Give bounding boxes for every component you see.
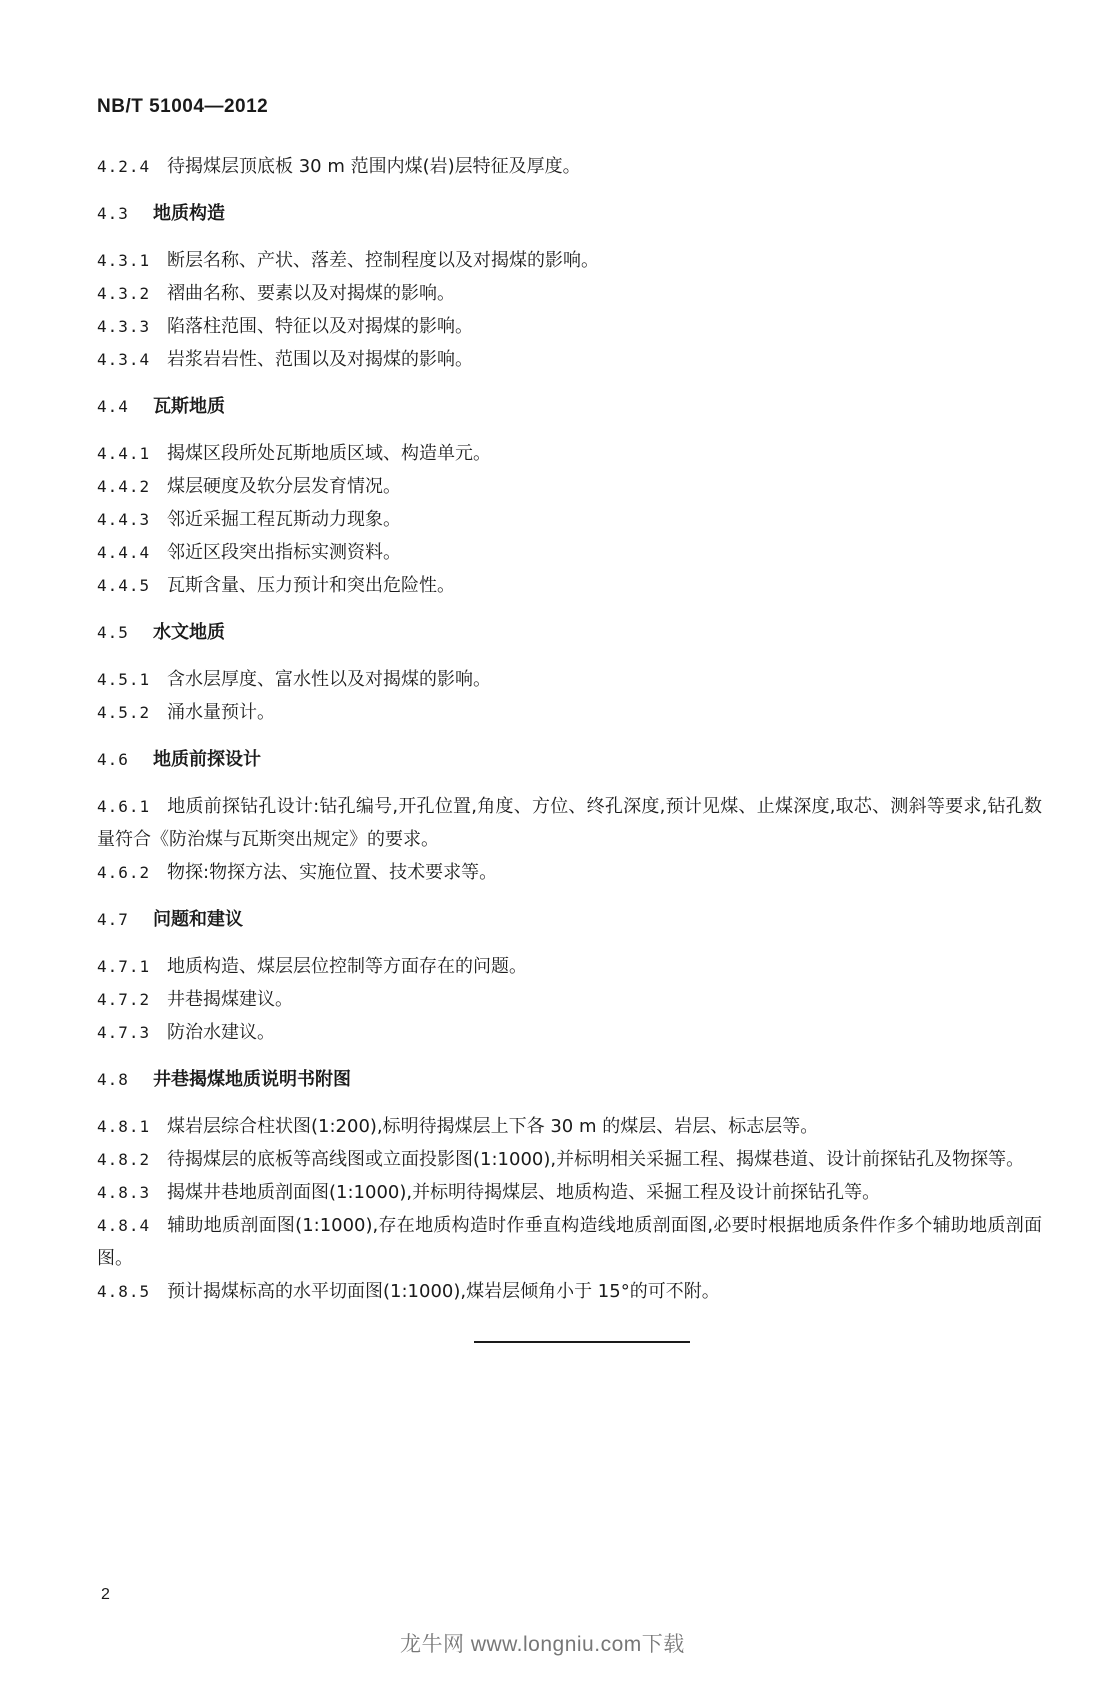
clause-number: 4.8.5	[97, 1282, 151, 1301]
clause-4-3-2	[97, 277, 1042, 310]
clause-text: 瓦斯含量、压力预计和突出危险性。	[167, 575, 455, 596]
clause-text: 煤岩层综合柱状图(1:200),标明待揭煤层上下各 30 m 的煤层、岩层、标志层等。	[167, 1116, 819, 1137]
document-code: NB/T 51004—2012	[97, 96, 269, 117]
clause-4-3-4	[97, 343, 1042, 376]
clause-number: 4.2.4	[97, 157, 151, 176]
section-heading-4-3	[97, 197, 1042, 230]
clause-text: 岩浆岩岩性、范围以及对揭煤的影响。	[167, 349, 473, 370]
section-number: 4.8	[97, 1070, 129, 1089]
section-title: 问题和建议	[153, 909, 243, 930]
section-number: 4.3	[97, 204, 129, 223]
clause-4-4-3	[97, 503, 1042, 536]
clause-text: 防治水建议。	[167, 1022, 275, 1043]
clause-4-4-2	[97, 470, 1042, 503]
document-body	[97, 150, 1042, 1308]
end-rule	[474, 1341, 690, 1343]
section-title: 瓦斯地质	[153, 396, 225, 417]
clause-number: 4.5.1	[97, 670, 151, 689]
watermark: 龙牛网 www.longniu.com下载	[400, 1633, 685, 1656]
clause-text: 揭煤井巷地质剖面图(1:1000),并标明待揭煤层、地质构造、采掘工程及设计前探钻孔等。	[167, 1182, 881, 1203]
section-heading-4-7	[97, 903, 1042, 936]
clause-number: 4.6.1	[97, 797, 151, 816]
clause-number: 4.4.4	[97, 543, 151, 562]
clause-number: 4.7.2	[97, 990, 151, 1009]
clause-4-4-1	[97, 437, 1042, 470]
section-number: 4.7	[97, 910, 129, 929]
clause-number: 4.3.4	[97, 350, 151, 369]
clause-text: 涌水量预计。	[167, 702, 275, 723]
clause-4-8-2	[97, 1143, 1042, 1176]
section-number: 4.4	[97, 397, 129, 416]
clause-4-8-3	[97, 1176, 1042, 1209]
clause-text: 待揭煤层顶底板 30 m 范围内煤(岩)层特征及厚度。	[167, 156, 581, 177]
clause-number: 4.3.3	[97, 317, 151, 336]
clause-text: 煤层硬度及软分层发育情况。	[167, 476, 401, 497]
clause-text: 含水层厚度、富水性以及对揭煤的影响。	[167, 669, 491, 690]
clause-text: 物探:物探方法、实施位置、技术要求等。	[167, 862, 498, 883]
section-number: 4.6	[97, 750, 129, 769]
clause-4-8-1	[97, 1110, 1042, 1143]
clause-number: 4.8.3	[97, 1183, 151, 1202]
clause-4-7-1	[97, 950, 1042, 983]
clause-number: 4.8.2	[97, 1150, 151, 1169]
section-title: 水文地质	[153, 622, 225, 643]
clause-text: 辅助地质剖面图(1:1000),存在地质构造时作垂直构造线地质剖面图,必要时根据地质条件作多个辅助地质剖面图。	[97, 1215, 1042, 1269]
clause-text: 待揭煤层的底板等高线图或立面投影图(1:1000),并标明相关采掘工程、揭煤巷道、设计前探钻孔及物探等。	[167, 1149, 1025, 1170]
clause-text: 地质构造、煤层层位控制等方面存在的问题。	[167, 956, 527, 977]
clause-number: 4.5.2	[97, 703, 151, 722]
clause-4-7-3	[97, 1016, 1042, 1049]
clause-4-5-1	[97, 663, 1042, 696]
clause-number: 4.8.4	[97, 1216, 151, 1235]
section-heading-4-4	[97, 390, 1042, 423]
clause-4-2-4	[97, 150, 1042, 183]
clause-number: 4.4.2	[97, 477, 151, 496]
clause-text: 井巷揭煤建议。	[167, 989, 293, 1010]
clause-text: 邻近采掘工程瓦斯动力现象。	[167, 509, 401, 530]
clause-number: 4.8.1	[97, 1117, 151, 1136]
clause-text: 陷落柱范围、特征以及对揭煤的影响。	[167, 316, 473, 337]
clause-4-8-4	[97, 1209, 1042, 1275]
clause-4-6-1	[97, 790, 1042, 856]
clause-number: 4.4.3	[97, 510, 151, 529]
clause-number: 4.7.1	[97, 957, 151, 976]
clause-4-5-2	[97, 696, 1042, 729]
clause-number: 4.6.2	[97, 863, 151, 882]
clause-text: 地质前探钻孔设计:钻孔编号,开孔位置,角度、方位、终孔深度,预计见煤、止煤深度,取芯、测斜等要求,钻孔数量符合《防治煤与瓦斯突出规定》的要求。	[97, 796, 1042, 850]
clause-4-4-4	[97, 536, 1042, 569]
section-title: 地质构造	[153, 203, 225, 224]
clause-text: 断层名称、产状、落差、控制程度以及对揭煤的影响。	[167, 250, 599, 271]
clause-4-6-2	[97, 856, 1042, 889]
clause-text: 预计揭煤标高的水平切面图(1:1000),煤岩层倾角小于 15°的可不附。	[167, 1281, 720, 1302]
clause-4-3-1	[97, 244, 1042, 277]
clause-4-8-5	[97, 1275, 1042, 1308]
clause-number: 4.3.2	[97, 284, 151, 303]
clause-4-4-5	[97, 569, 1042, 602]
clause-number: 4.3.1	[97, 251, 151, 270]
section-heading-4-8	[97, 1063, 1042, 1096]
clause-number: 4.7.3	[97, 1023, 151, 1042]
section-heading-4-6	[97, 743, 1042, 776]
clause-4-7-2	[97, 983, 1042, 1016]
clause-4-3-3	[97, 310, 1042, 343]
clause-text: 揭煤区段所处瓦斯地质区域、构造单元。	[167, 443, 491, 464]
section-number: 4.5	[97, 623, 129, 642]
clause-text: 邻近区段突出指标实测资料。	[167, 542, 401, 563]
page-number: 2	[101, 1586, 110, 1603]
section-heading-4-5	[97, 616, 1042, 649]
clause-text: 褶曲名称、要素以及对揭煤的影响。	[167, 283, 455, 304]
clause-number: 4.4.1	[97, 444, 151, 463]
clause-number: 4.4.5	[97, 576, 151, 595]
section-title: 井巷揭煤地质说明书附图	[153, 1069, 351, 1090]
section-title: 地质前探设计	[153, 749, 261, 770]
